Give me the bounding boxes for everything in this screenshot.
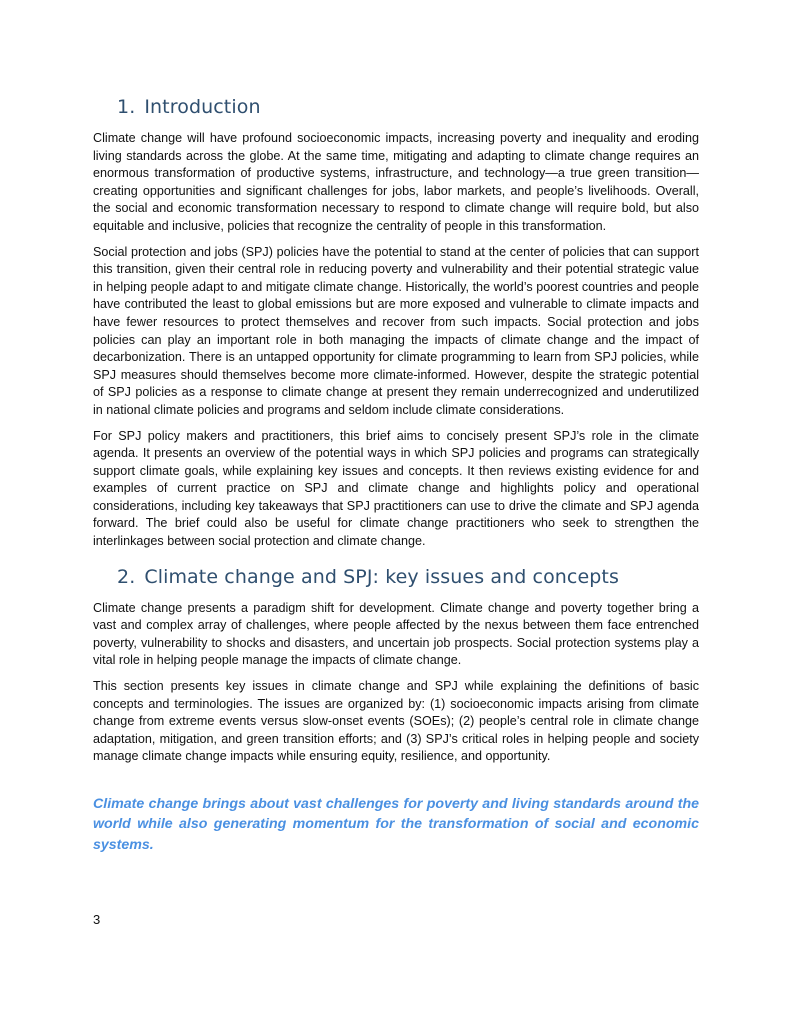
paragraph: Climate change presents a paradigm shift for development. Climate change and poverty together bring a vast and complex array of challenges, where people affected by the nexus between them face entrenched poverty, vulnerability to shocks and disasters, and uncertain job prospects. Social protection systems play a vital role in helping people manage the impacts of climate change.: [93, 600, 699, 668]
page-content: [93, 95, 699, 855]
paragraph: Climate change will have profound socioeconomic impacts, increasing poverty and inequality and eroding living standards across the globe. At the same time, mitigating and adapting to climate change requires an enormous transformation of productive systems, infrastructure, and technology—a true green transition—creating opportunities and significant challenges for jobs, labor markets, and people’s livelihoods. Overall, the social and economic transformation necessary to respond to climate change will require bold, but also equitable and inclusive, policies that recognize the centrality of people in this transformation.: [93, 131, 699, 233]
paragraph: Social protection and jobs (SPJ) policies have the potential to stand at the center of policies that can support this transition, given their central role in reducing poverty and vulnerability and their potential strategic value in helping people adapt to and mitigate climate change. Historically, the world’s poorest countries and people have contributed the least to global emissions but are more exposed and vulnerable to climate impacts and have fewer resources to protect themselves and recover from such impacts. Social protection and jobs policies can play an important role in both managing the impacts of climate change and the impact of decarbonization. There is an untapped opportunity for climate programming to learn from SPJ policies, while SPJ measures should themselves become more climate-informed. However, despite the strategic potential of SPJ policies as a response to climate change at present they remain underrecognized and underutilized in national climate policies and programs and seldom include climate considerations.: [93, 244, 699, 417]
page-number: 3: [93, 912, 101, 927]
section-number: 1.: [117, 96, 136, 118]
section-heading: [117, 95, 699, 119]
section-number: 2.: [117, 565, 136, 588]
pull-quote-callout: Climate change brings about vast challenges for poverty and living standards around the world while also generating momentum for the transformation of social and economic systems.: [93, 796, 699, 853]
section-introduction: [93, 95, 699, 551]
section-title: Climate change and SPJ: key issues and concepts: [144, 565, 619, 588]
section-heading: [117, 565, 699, 589]
paragraph: This section presents key issues in climate change and SPJ while explaining the definitions of basic concepts and terminologies. The issues are organized by: (1) socioeconomic impacts arising from climate change from extreme events versus slow-onset events (SOEs); (2) people’s central role in climate change adaptation, mitigation, and green transition efforts; and (3) SPJ’s critical roles in helping people and society manage climate change impacts while ensuring equity, resilience, and opportunity.: [93, 679, 699, 764]
paragraph: For SPJ policy makers and practitioners, this brief aims to concisely present SPJ’s role in the climate agenda. It presents an overview of the potential ways in which SPJ policies and programs can strategically support climate goals, while explaining key issues and concepts. It then reviews existing evidence for and examples of current practice on SPJ and climate change and highlights policy and operational considerations, including key takeaways that SPJ practitioners can use to drive the climate and SPJ agenda forward. The brief could also be useful for climate change practitioners who seek to strengthen the interlinkages between social protection and climate change.: [93, 428, 699, 549]
section-title: Introduction: [144, 96, 261, 118]
section-key-issues: [93, 565, 699, 766]
